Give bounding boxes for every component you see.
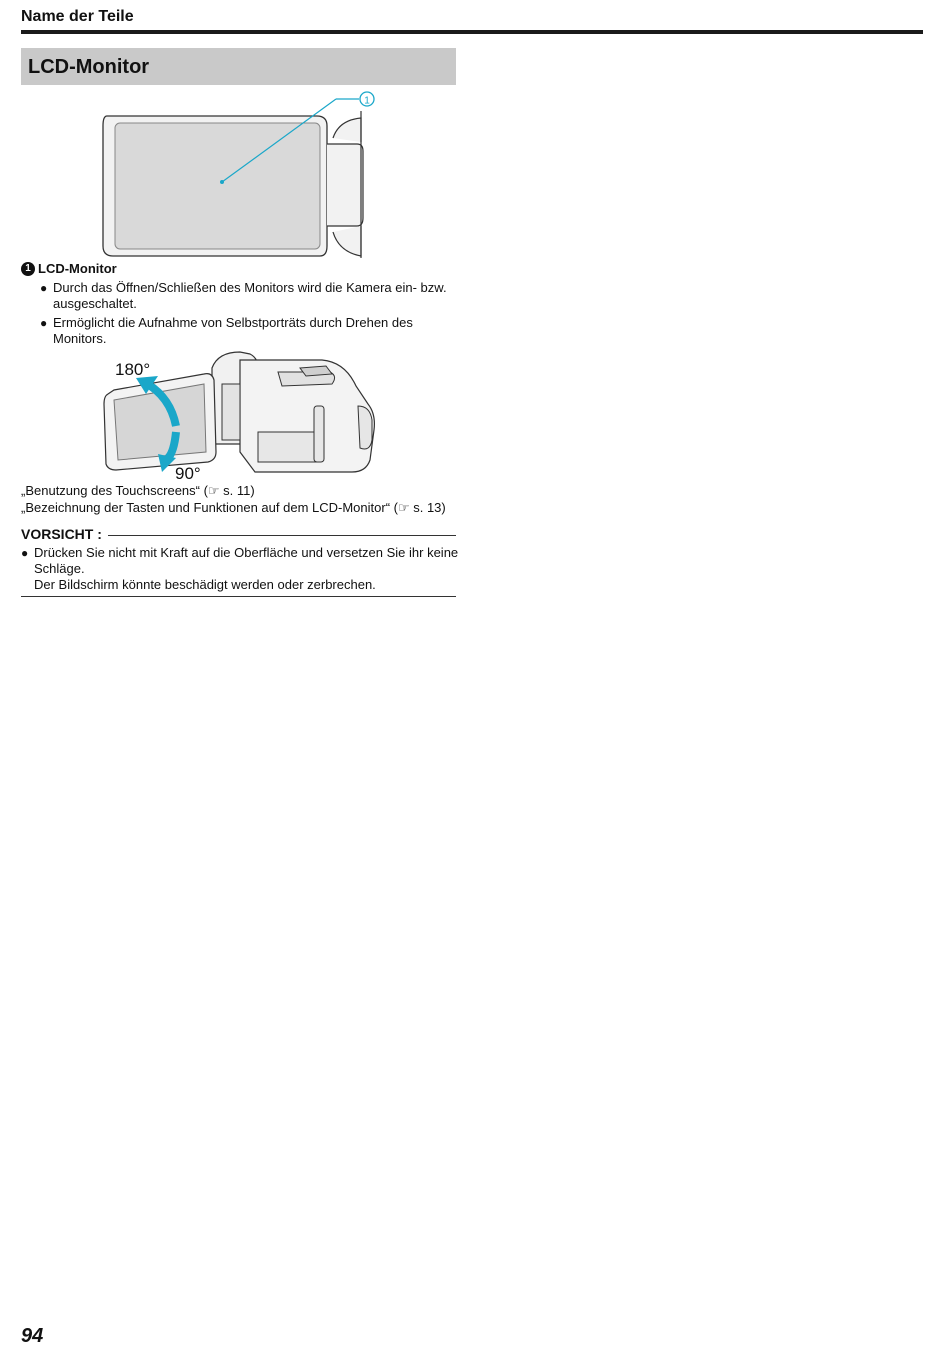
angle-90-label: 90° (175, 464, 201, 480)
header-rule (21, 30, 923, 34)
lcd-monitor-figure (95, 86, 385, 261)
page-number: 94 (21, 1325, 44, 1347)
section-heading-band (21, 48, 456, 85)
list-item: ● Durch das Öffnen/Schließen des Monitors wird die Kamera ein- bzw. ausgeschaltet. (40, 280, 447, 311)
reference-link-buttons[interactable]: „Bezeichnung der Tasten und Funktionen auf dem LCD-Monitor“ (☞ s. 13) (21, 500, 446, 515)
caution-heading (21, 525, 456, 543)
caution-label: VORSICHT : (21, 526, 102, 542)
caution-bottom-rule (21, 596, 456, 597)
callout-number: 1 (364, 95, 370, 107)
list-item: ● Drücken Sie nicht mit Kraft auf die Oberfläche und versetzen Sie ihr keine Schläge. Der Bildschirm könnte beschädigt werden oder zerbrechen. (21, 545, 459, 592)
angle-180-label: 180° (115, 360, 151, 379)
part-bullet-list (38, 280, 458, 350)
page-header-title: Name der Teile (21, 8, 134, 25)
part-number-badge: 1 (21, 262, 35, 276)
monitor-rotation-figure (100, 348, 390, 480)
bullet-icon: ● (40, 281, 48, 295)
section-title: LCD-Monitor (28, 56, 150, 78)
bullet-icon: ● (21, 546, 29, 560)
reference-link-touchscreen[interactable]: „Benutzung des Touchscreens“ (☞ s. 11) (21, 483, 255, 498)
part-heading (21, 261, 117, 276)
caution-divider (108, 535, 456, 536)
reference-links (21, 482, 461, 516)
bullet-icon: ● (40, 316, 48, 330)
list-item: ● Ermöglicht die Aufnahme von Selbstporträts durch Drehen des Monitors. (40, 315, 413, 346)
caution-body (21, 545, 461, 593)
part-label: LCD-Monitor (38, 261, 117, 276)
